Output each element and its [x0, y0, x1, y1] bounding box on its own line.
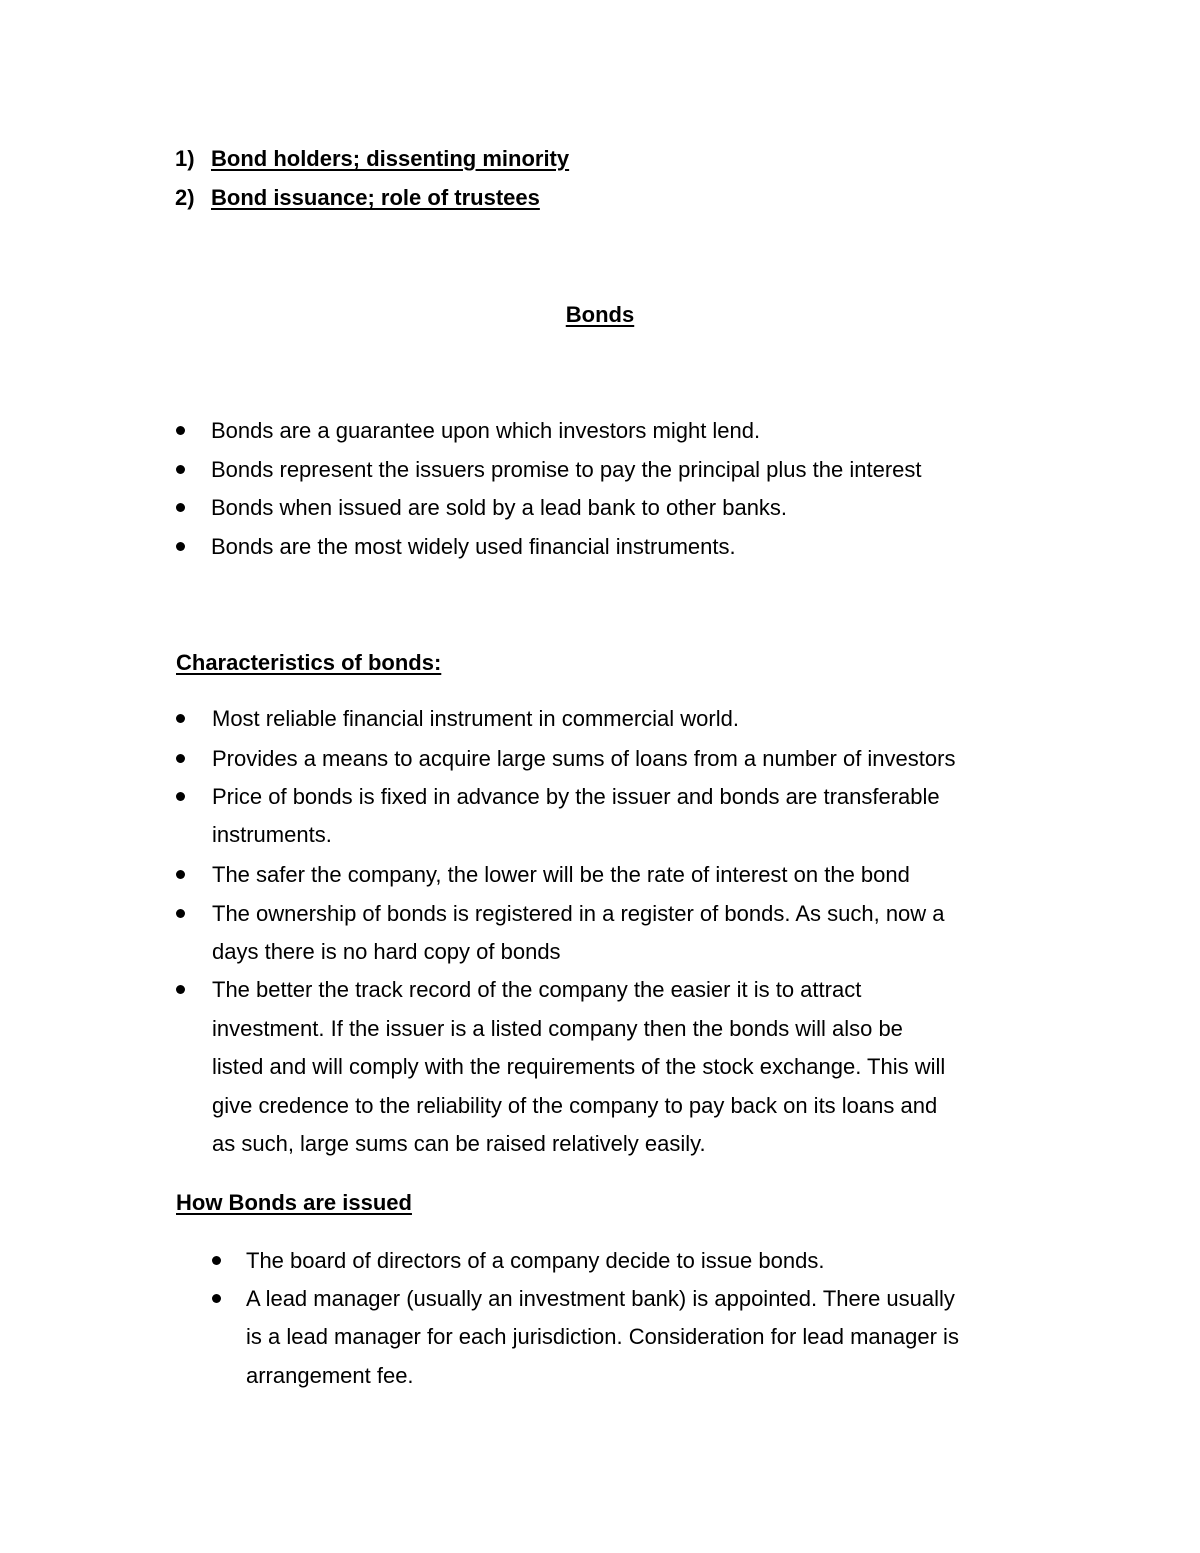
- list-item-text: give credence to the reliability of the company to pay back on its loans and: [212, 1093, 938, 1118]
- topic-number: 1): [175, 146, 195, 171]
- bullet-icon: [176, 870, 185, 879]
- list-item-text: The safer the company, the lower will be the rate of interest on the bond: [212, 862, 910, 887]
- list-item-text: Bonds are a guarantee upon which investors might lend.: [211, 418, 761, 443]
- list-item-text: The better the track record of the company the easier it is to attract: [212, 977, 862, 1002]
- list-item-text: days there is no hard copy of bonds: [212, 939, 561, 964]
- topic-text: Bond holders; dissenting minority: [211, 146, 570, 171]
- list-item-text: is a lead manager for each jurisdiction. Consideration for lead manager is: [246, 1324, 959, 1349]
- list-item-text: Bonds when issued are sold by a lead bank to other banks.: [211, 495, 788, 520]
- bullet-icon: [176, 754, 185, 763]
- list-item-text: Price of bonds is fixed in advance by the issuer and bonds are transferable: [212, 784, 940, 809]
- topic-number: 2): [175, 185, 195, 210]
- bullet-icon: [212, 1294, 221, 1303]
- list-item-text: Bonds represent the issuers promise to pay the principal plus the interest: [211, 457, 922, 482]
- list-item-text: arrangement fee.: [246, 1363, 414, 1388]
- bullet-icon: [176, 792, 185, 801]
- list-item-text: instruments.: [212, 822, 332, 847]
- bullet-icon: [176, 909, 185, 918]
- topic-text: Bond issuance; role of trustees: [211, 185, 540, 210]
- bullet-icon: [176, 426, 185, 435]
- list-item-text: Most reliable financial instrument in commercial world.: [212, 706, 739, 731]
- bullet-icon: [176, 714, 185, 723]
- issuance-heading: How Bonds are issued: [176, 1190, 412, 1215]
- bullet-icon: [212, 1256, 221, 1265]
- bonds-heading: Bonds: [565, 302, 635, 327]
- list-item-text: Bonds are the most widely used financial instruments.: [211, 534, 736, 559]
- list-item-text: A lead manager (usually an investment bank) is appointed. There usually: [246, 1286, 955, 1311]
- list-item-text: The ownership of bonds is registered in a register of bonds. As such, now a: [212, 901, 945, 926]
- bullet-icon: [176, 465, 185, 474]
- list-item-text: investment. If the issuer is a listed company then the bonds will also be: [212, 1016, 903, 1041]
- bullet-icon: [176, 503, 185, 512]
- bullet-icon: [176, 542, 185, 551]
- list-item-text: Provides a means to acquire large sums of loans from a number of investors: [212, 746, 956, 771]
- characteristics-heading: Characteristics of bonds:: [176, 650, 442, 675]
- bullet-icon: [176, 985, 185, 994]
- list-item-text: The board of directors of a company decide to issue bonds.: [246, 1248, 825, 1273]
- list-item-text: listed and will comply with the requirements of the stock exchange. This will: [212, 1054, 946, 1079]
- list-item-text: as such, large sums can be raised relatively easily.: [212, 1131, 706, 1156]
